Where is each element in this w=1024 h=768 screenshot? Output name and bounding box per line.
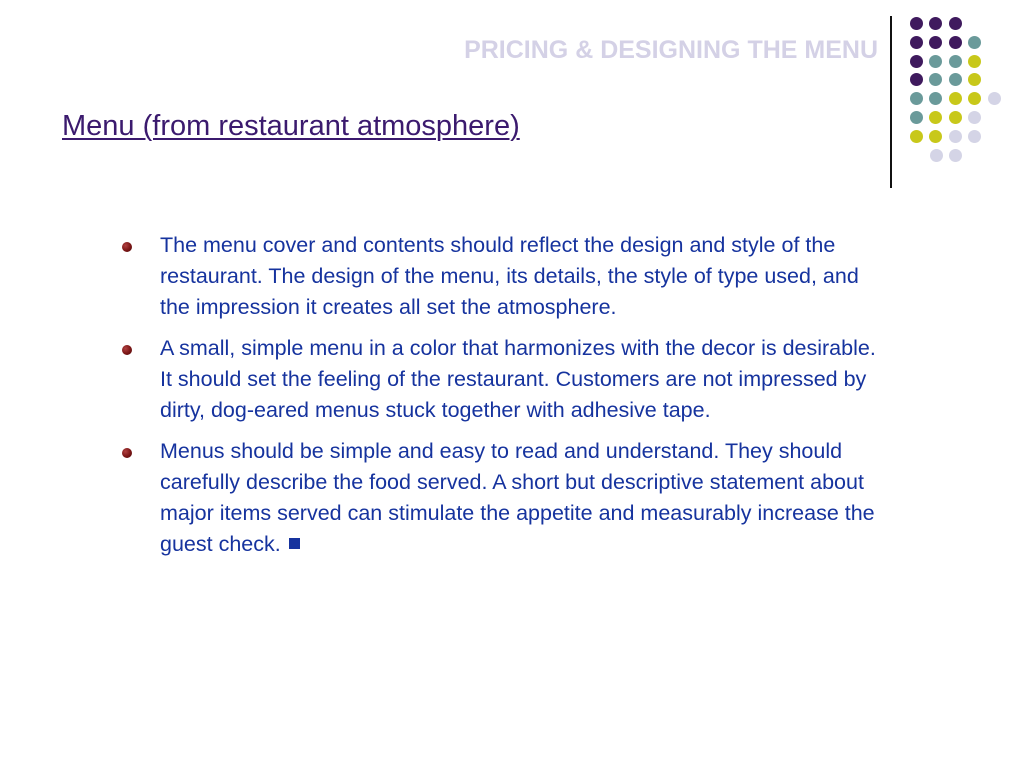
decorative-dot [949, 17, 962, 30]
decorative-dot [910, 36, 923, 49]
decorative-dot [910, 55, 923, 68]
decorative-dot [910, 111, 923, 124]
decorative-dot [949, 111, 962, 124]
decorative-dot [949, 130, 962, 143]
decorative-dot [929, 92, 942, 105]
decorative-dot [910, 130, 923, 143]
decorative-dot [949, 149, 962, 162]
bullet-text: The menu cover and contents should reflect the design and style of the restaurant. The design of the menu, its details, the style of type used, and the impression it creates all set the atmosphere. [160, 233, 859, 319]
decorative-dot [929, 111, 942, 124]
decorative-dot [968, 92, 981, 105]
bullet-icon [122, 242, 132, 252]
decorative-dot [968, 55, 981, 68]
header-title: PRICING & DESIGNING THE MENU [464, 36, 878, 64]
bullet-item [122, 333, 882, 426]
bullet-item [122, 436, 882, 560]
bullet-text: Menus should be simple and easy to read and understand. They should carefully describe the food served. A short but descriptive statement about major items served can stimulate the appetite and measurably increase the guest check. [160, 439, 875, 556]
slide-title: Menu (from restaurant atmosphere) [62, 110, 520, 142]
decorative-dot [910, 17, 923, 30]
decorative-dot [929, 36, 942, 49]
decorative-dot [910, 73, 923, 86]
decorative-dot [968, 130, 981, 143]
bullet-icon [122, 448, 132, 458]
bullet-list [122, 230, 882, 570]
decorative-dot [968, 111, 981, 124]
decorative-dot [930, 149, 943, 162]
decorative-dot [910, 92, 923, 105]
decorative-dot [949, 73, 962, 86]
bullet-item [122, 230, 882, 323]
decorative-dot [949, 55, 962, 68]
bullet-icon [122, 345, 132, 355]
decorative-dot [968, 73, 981, 86]
bullet-text: A small, simple menu in a color that harmonizes with the decor is desirable. It should set the feeling of the restaurant. Customers are not impressed by dirty, dog-eared menus stuck together with adhesive tape. [160, 336, 876, 422]
decorative-dot [988, 92, 1001, 105]
decorative-dot [929, 17, 942, 30]
end-square-icon [289, 538, 300, 549]
dot-grid-decoration [0, 0, 1024, 200]
decorative-dot [949, 92, 962, 105]
decorative-dot [968, 36, 981, 49]
decorative-dot [929, 73, 942, 86]
decorative-dot [929, 55, 942, 68]
header-divider [890, 16, 892, 188]
decorative-dot [949, 36, 962, 49]
decorative-dot [929, 130, 942, 143]
